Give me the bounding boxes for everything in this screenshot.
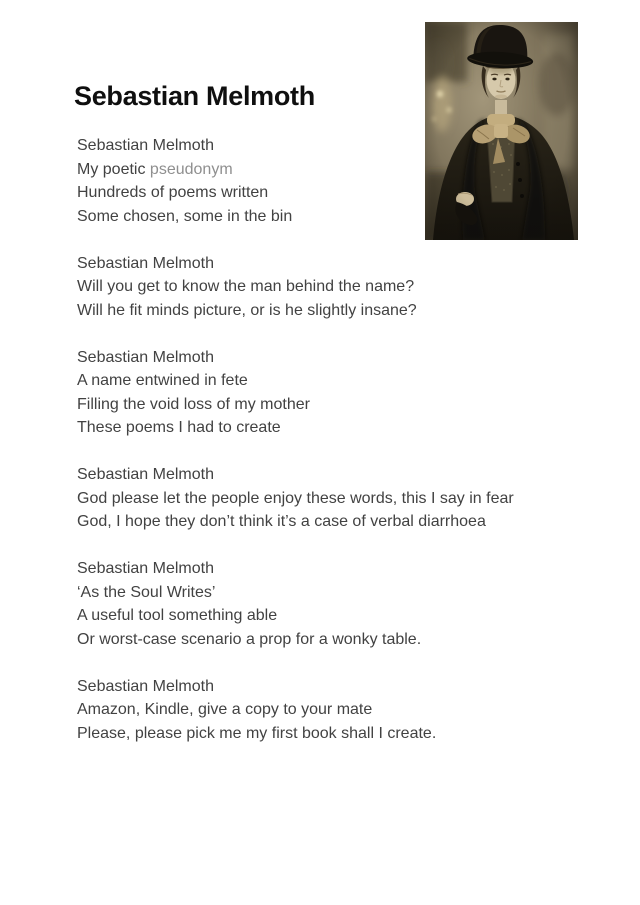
poem-line: Sebastian Melmoth bbox=[77, 677, 214, 695]
poem-line: God please let the people enjoy these words, this I say in fear bbox=[77, 489, 514, 507]
stanza-2 bbox=[77, 252, 587, 323]
poem-line: God, I hope they don’t think it’s a case of verbal diarrhoea bbox=[77, 513, 486, 530]
poem-line: A useful tool something able bbox=[77, 607, 278, 624]
poem-muted-word: pseudonym bbox=[149, 160, 233, 178]
poem-line-text: My poetic bbox=[77, 160, 150, 178]
poem-line bbox=[77, 158, 587, 182]
poem-line: Will he fit minds picture, or is he slightly insane? bbox=[77, 301, 417, 319]
poem-line: Sebastian Melmoth bbox=[77, 348, 214, 366]
poem-line: Hundreds of poems written bbox=[77, 184, 269, 201]
poem-line: Sebastian Melmoth bbox=[77, 466, 214, 483]
page-title: Sebastian Melmoth bbox=[74, 81, 315, 111]
stanza-5 bbox=[77, 557, 587, 651]
poem-line: Some chosen, some in the bin bbox=[77, 207, 293, 225]
stanza-1 bbox=[77, 134, 587, 228]
stanza-4 bbox=[77, 463, 587, 534]
stanza-6 bbox=[77, 675, 587, 746]
poem-line: Will you get to know the man behind the name? bbox=[77, 278, 415, 295]
poem-line: Or worst-case scenario a prop for a wonky table. bbox=[77, 630, 422, 648]
poem-line: Sebastian Melmoth bbox=[77, 254, 214, 272]
poem-line: Amazon, Kindle, give a copy to your mate bbox=[77, 701, 373, 718]
poem-line: Sebastian Melmoth bbox=[77, 560, 214, 577]
poem-line: ‘As the Soul Writes’ bbox=[77, 583, 216, 601]
poem-line: These poems I had to create bbox=[77, 419, 281, 436]
poem-line: Sebastian Melmoth bbox=[77, 137, 214, 154]
poem-line: A name entwined in fete bbox=[77, 372, 248, 389]
poem-line: Filling the void loss of my mother bbox=[77, 395, 310, 413]
poem-body bbox=[77, 134, 587, 769]
poem-line: Please, please pick me my first book shall I create. bbox=[77, 724, 437, 742]
stanza-3 bbox=[77, 346, 587, 440]
